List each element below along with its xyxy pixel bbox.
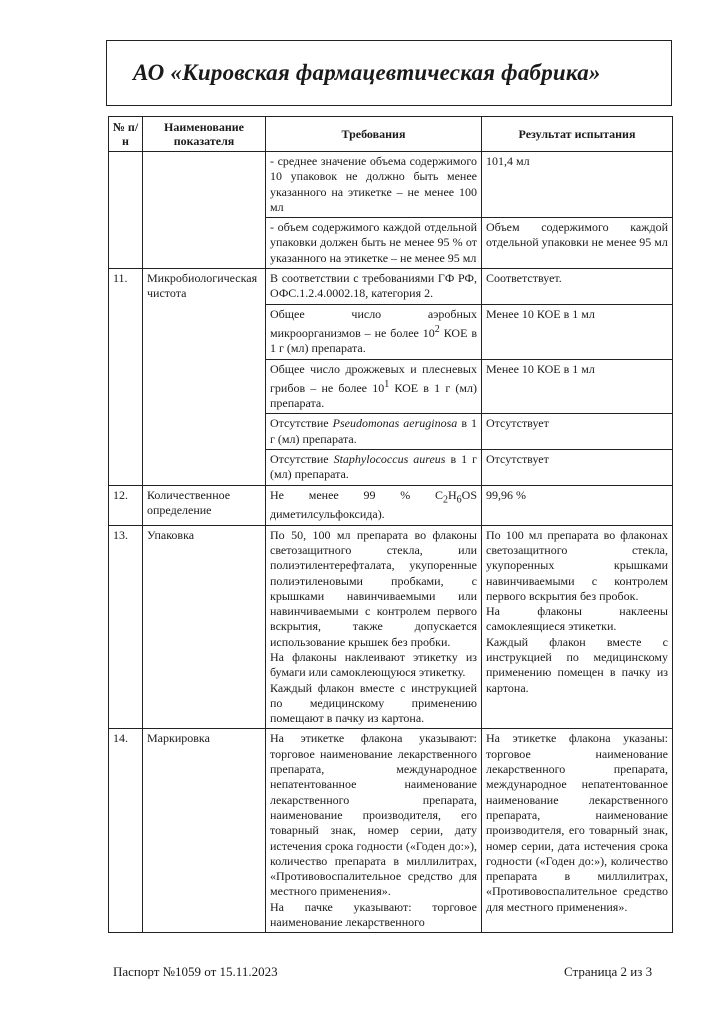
col-header-name: Наименование показателя bbox=[143, 117, 266, 152]
req-superscript: 2 bbox=[434, 323, 440, 335]
req-superscript: 1 bbox=[384, 378, 390, 390]
res-paragraph: На флаконы наклеены самоклеящиеся этикетки. bbox=[486, 604, 668, 634]
result-cell bbox=[482, 525, 673, 729]
req-text: КОЕ в 1 г (мл) препарата. bbox=[270, 325, 477, 356]
requirement-cell bbox=[266, 414, 482, 450]
result-cell bbox=[482, 729, 673, 933]
res-paragraph: По 100 мл препарата во флаконах светозащитного стекла, укупоренных крышками навинчиваемыми с контролем первого вскрытия без пробок. bbox=[486, 527, 668, 603]
row-name-cell: Упаковка bbox=[143, 525, 266, 729]
result-cell: Соответствует. bbox=[482, 269, 673, 305]
requirement-cell bbox=[266, 485, 482, 525]
requirement-cell bbox=[266, 304, 482, 359]
req-text: Общее число аэробных микроорганизмов – не более 10 bbox=[270, 306, 477, 340]
result-cell: 99,96 % bbox=[482, 485, 673, 525]
req-paragraph: На пачке указывают: торговое наименование лекарственного bbox=[270, 899, 477, 930]
row-num-cell: 11. bbox=[109, 269, 143, 486]
row-name-cell: Микробиологическая чистота bbox=[143, 269, 266, 486]
requirement-cell bbox=[266, 525, 482, 729]
row-name-cell bbox=[143, 152, 266, 269]
table-row bbox=[109, 269, 673, 305]
result-cell: Отсутствует bbox=[482, 414, 673, 450]
result-cell: 101,4 мл bbox=[482, 152, 673, 218]
table-row bbox=[109, 729, 673, 933]
table-row bbox=[109, 485, 673, 525]
passport-number: Паспорт №1059 от 15.11.2023 bbox=[113, 964, 278, 979]
req-text: Отсутствие bbox=[270, 416, 333, 431]
row-num-cell: 13. bbox=[109, 525, 143, 729]
table-row bbox=[109, 525, 673, 729]
col-header-requirements: Требования bbox=[266, 117, 482, 152]
company-header bbox=[106, 40, 672, 106]
req-paragraph: По 50, 100 мл препарата во флаконы светозащитного стекла, или полиэтилентерефталата, укупоренные полиэтиленовыми пробками, с крышками навинчиваемыми или навинчиваемыми с контролем первого вскрытия, также допускается использование крышек без пробки. bbox=[270, 527, 477, 649]
col-header-num: № п/н bbox=[109, 117, 143, 152]
requirement-cell bbox=[266, 450, 482, 486]
result-cell: Менее 10 КОЕ в 1 мл bbox=[482, 359, 673, 414]
req-paragraph: На этикетке флакона указывают: торговое наименование лекарственного препарата, международное непатентованное наименование лекарственного препарата, наименование производителя, его товарный знак, номер серии, дату истечения срока годности («Годен до:»), количество препарата в миллилитрах, «Противовоспалительное средство для местного применения». bbox=[270, 731, 477, 899]
req-paragraph: Каждый флакон вместе с инструкцией по медицинскому применению помещают в пачку из картона. bbox=[270, 680, 477, 726]
res-paragraph: Каждый флакон вместе с инструкцией по медицинскому применению помещен в пачку из картона. bbox=[486, 634, 668, 695]
row-name-cell: Количественное определение bbox=[143, 485, 266, 525]
row-num-cell: 12. bbox=[109, 485, 143, 525]
requirement-cell: В соответствии с требованиями ГФ РФ, ОФС.1.2.4.0002.18, категория 2. bbox=[266, 269, 482, 305]
req-text: OS диметилсульфоксида). bbox=[270, 487, 477, 522]
row-num-cell bbox=[109, 152, 143, 269]
company-title: АО «Кировская фармацевтическая фабрика» bbox=[133, 60, 601, 85]
page-number: Страница 2 из 3 bbox=[564, 964, 653, 979]
requirement-cell: - объем содержимого каждой отдельной упаковки должен быть не менее 95 % от указанного на этикетке – не менее 95 мл bbox=[266, 218, 482, 269]
req-text: в 1 г (мл) препарата. bbox=[270, 452, 477, 482]
req-text: Не менее 99 % C bbox=[270, 487, 443, 502]
res-paragraph: На этикетке флакона указаны: торговое наименование лекарственного препарата, международное непатентованное наименование лекарственного препарата, наименование производителя, его товарный знак, номер серии, дата истечения срока годности («Годен до:»), количество препарата в миллилитрах, «Противовоспалительное средство для местного применения». bbox=[486, 731, 668, 914]
req-text: H bbox=[447, 487, 457, 502]
result-cell: Отсутствует bbox=[482, 450, 673, 486]
req-text: КОЕ в 1 г (мл) препарата. bbox=[270, 380, 477, 411]
row-num-cell: 14. bbox=[109, 729, 143, 933]
requirement-cell bbox=[266, 729, 482, 933]
req-text: Общее число дрожжевых и плесневых грибов – не более 10 bbox=[270, 361, 477, 395]
organism-name: Pseudomonas aeruginosa bbox=[332, 416, 458, 431]
formula-subscript: 2 bbox=[442, 494, 448, 506]
row-name-cell: Маркировка bbox=[143, 729, 266, 933]
req-text: Отсутствие bbox=[270, 452, 334, 467]
formula-subscript: 6 bbox=[456, 494, 462, 506]
req-paragraph: На флаконы наклеивают этикетку из бумаги или самоклеющуюся этикетку. bbox=[270, 650, 477, 680]
table-row bbox=[109, 152, 673, 218]
requirement-cell: - среднее значение объема содержимого 10 упаковок не должно быть менее указанного на этикетке – не менее 100 мл bbox=[266, 152, 482, 218]
col-header-result: Результат испытания bbox=[482, 117, 673, 152]
table-header-row bbox=[109, 117, 673, 152]
result-cell: Объем содержимого каждой отдельной упаковки не менее 95 мл bbox=[482, 218, 673, 269]
req-text: в 1 г (мл) препарата. bbox=[270, 416, 478, 446]
result-cell: Менее 10 КОЕ в 1 мл bbox=[482, 304, 673, 359]
specification-table bbox=[108, 116, 673, 933]
requirement-cell bbox=[266, 359, 482, 414]
organism-name: Staphylococcus aureus bbox=[333, 452, 446, 467]
